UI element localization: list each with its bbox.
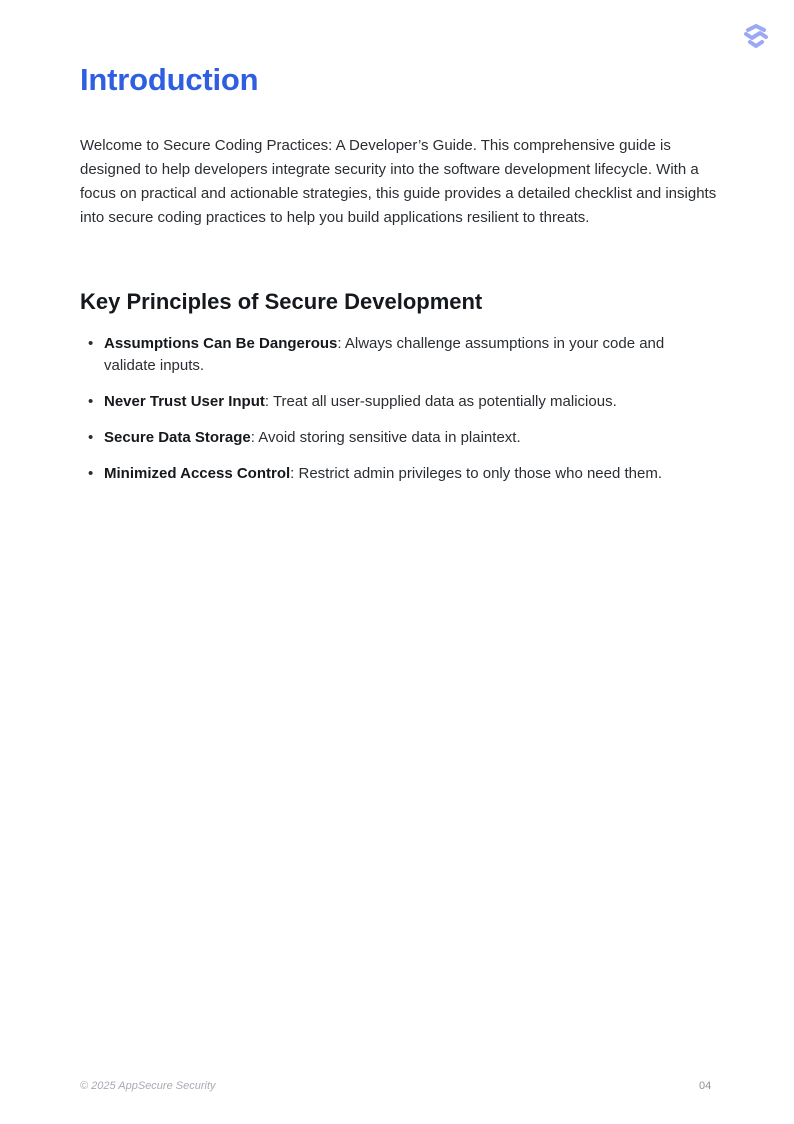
principle-term: Assumptions Can Be Dangerous [104,335,338,352]
intro-paragraph: Welcome to Secure Coding Practices: A Developer’s Guide. This comprehensive guide is designed to help developers integrate security into the software development lifecycle. With a focus on practical and actionable strategies, this guide provides a detailed checklist and insights into secure coding practices to help you build applications resilient to threats. [80,137,717,226]
bullet-icon: • [88,465,94,482]
principle-term: Secure Data Storage [104,429,251,446]
principles-list [80,333,720,499]
principle-description: : Treat all user-supplied data as potentially malicious. [264,393,617,410]
bullet-icon: • [88,335,94,352]
principle-term: Minimized Access Control [104,465,291,482]
principle-description: : Avoid storing sensitive data in plaintext. [250,429,521,446]
footer-copyright: © 2025 AppSecure Security [80,1080,216,1092]
list-item [80,391,720,413]
brand-logo-icon [742,22,770,50]
principle-description: : Restrict admin privileges to only those who need them. [290,465,663,482]
bullet-icon: • [88,393,94,410]
list-item [80,463,720,485]
principle-term: Never Trust User Input [104,393,265,410]
section-heading: Key Principles of Secure Development [80,289,483,314]
list-item [80,427,720,449]
bullet-icon: • [88,429,94,446]
page-title: Introduction [80,62,259,97]
page-number: 04 [699,1080,712,1092]
list-item [80,333,720,377]
principle-description: : Always challenge assumptions in your code and validate inputs. [104,335,665,374]
